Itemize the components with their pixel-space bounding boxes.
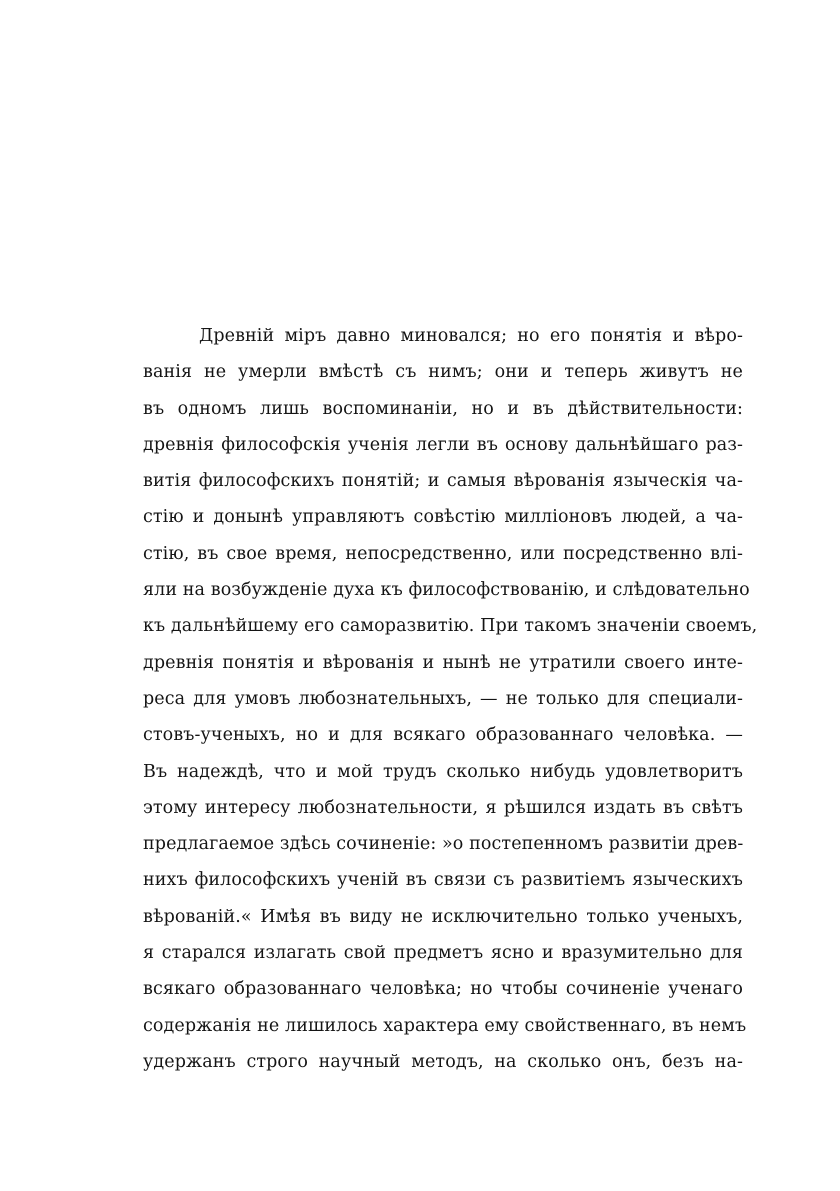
text-line: стію, въ свое время, непосредственно, или посредственно влі- — [143, 543, 743, 564]
text-line: реса для умовъ любознательныхъ, — не только для специали- — [143, 688, 743, 709]
text-line: нихъ философскихъ ученій въ связи съ развитіемъ языческихъ — [143, 870, 743, 891]
text-line: содержанія не лишилось характера ему свойственнаго, въ немъ — [143, 1015, 747, 1036]
text-line: древнія понятія и вѣрованія и нынѣ не утратили своего инте- — [143, 652, 743, 673]
text-line: я старался излагать свой предметъ ясно и вразумительно для — [143, 943, 743, 964]
text-line: предлагаемое здѣсь сочиненіе: »о постепенномъ развитіи древ- — [143, 834, 744, 855]
text-line: этому интересу любознательности, я рѣшился издать въ свѣтъ — [143, 797, 743, 818]
text-line: древнія философскія ученія легли въ основу дальнѣйшаго раз- — [143, 434, 743, 455]
text-line: ванія не умерли вмѣстѣ съ нимъ; они и теперь живутъ не — [143, 362, 743, 383]
text-line: витія философскихъ понятій; и самыя вѣрованія языческія ча- — [143, 471, 743, 492]
text-line: Въ надеждѣ, что и мой трудъ сколько нибудь удовлетворитъ — [143, 761, 743, 782]
text-line: стію и донынѣ управляютъ совѣстію милліоновъ людей, а ча- — [143, 507, 743, 528]
text-line: въ одномъ лишь воспоминаніи, но и въ дѣйствительности: — [143, 398, 743, 419]
text-line: къ дальнѣйшему его саморазвитію. При такомъ значеніи своемъ, — [143, 616, 758, 637]
text-line: всякаго образованнаго человѣка; но чтобы сочиненіе ученаго — [143, 979, 743, 1000]
preface-paragraph — [143, 318, 758, 1080]
text-line: Древній міръ давно миновался; но его понятія и вѣро- — [199, 326, 743, 346]
text-line: вѣрованій.« Имѣя въ виду не исключительно только ученыхъ, — [143, 906, 743, 927]
text-line: стовъ-ученыхъ, но и для всякаго образованнаго человѣка. — — [143, 725, 743, 746]
text-line: яли на возбужденіе духа къ философствованію, и слѣдовательно — [143, 580, 750, 601]
text-line: удержанъ строго научный методъ, на сколько онъ, безъ на- — [143, 1051, 743, 1072]
